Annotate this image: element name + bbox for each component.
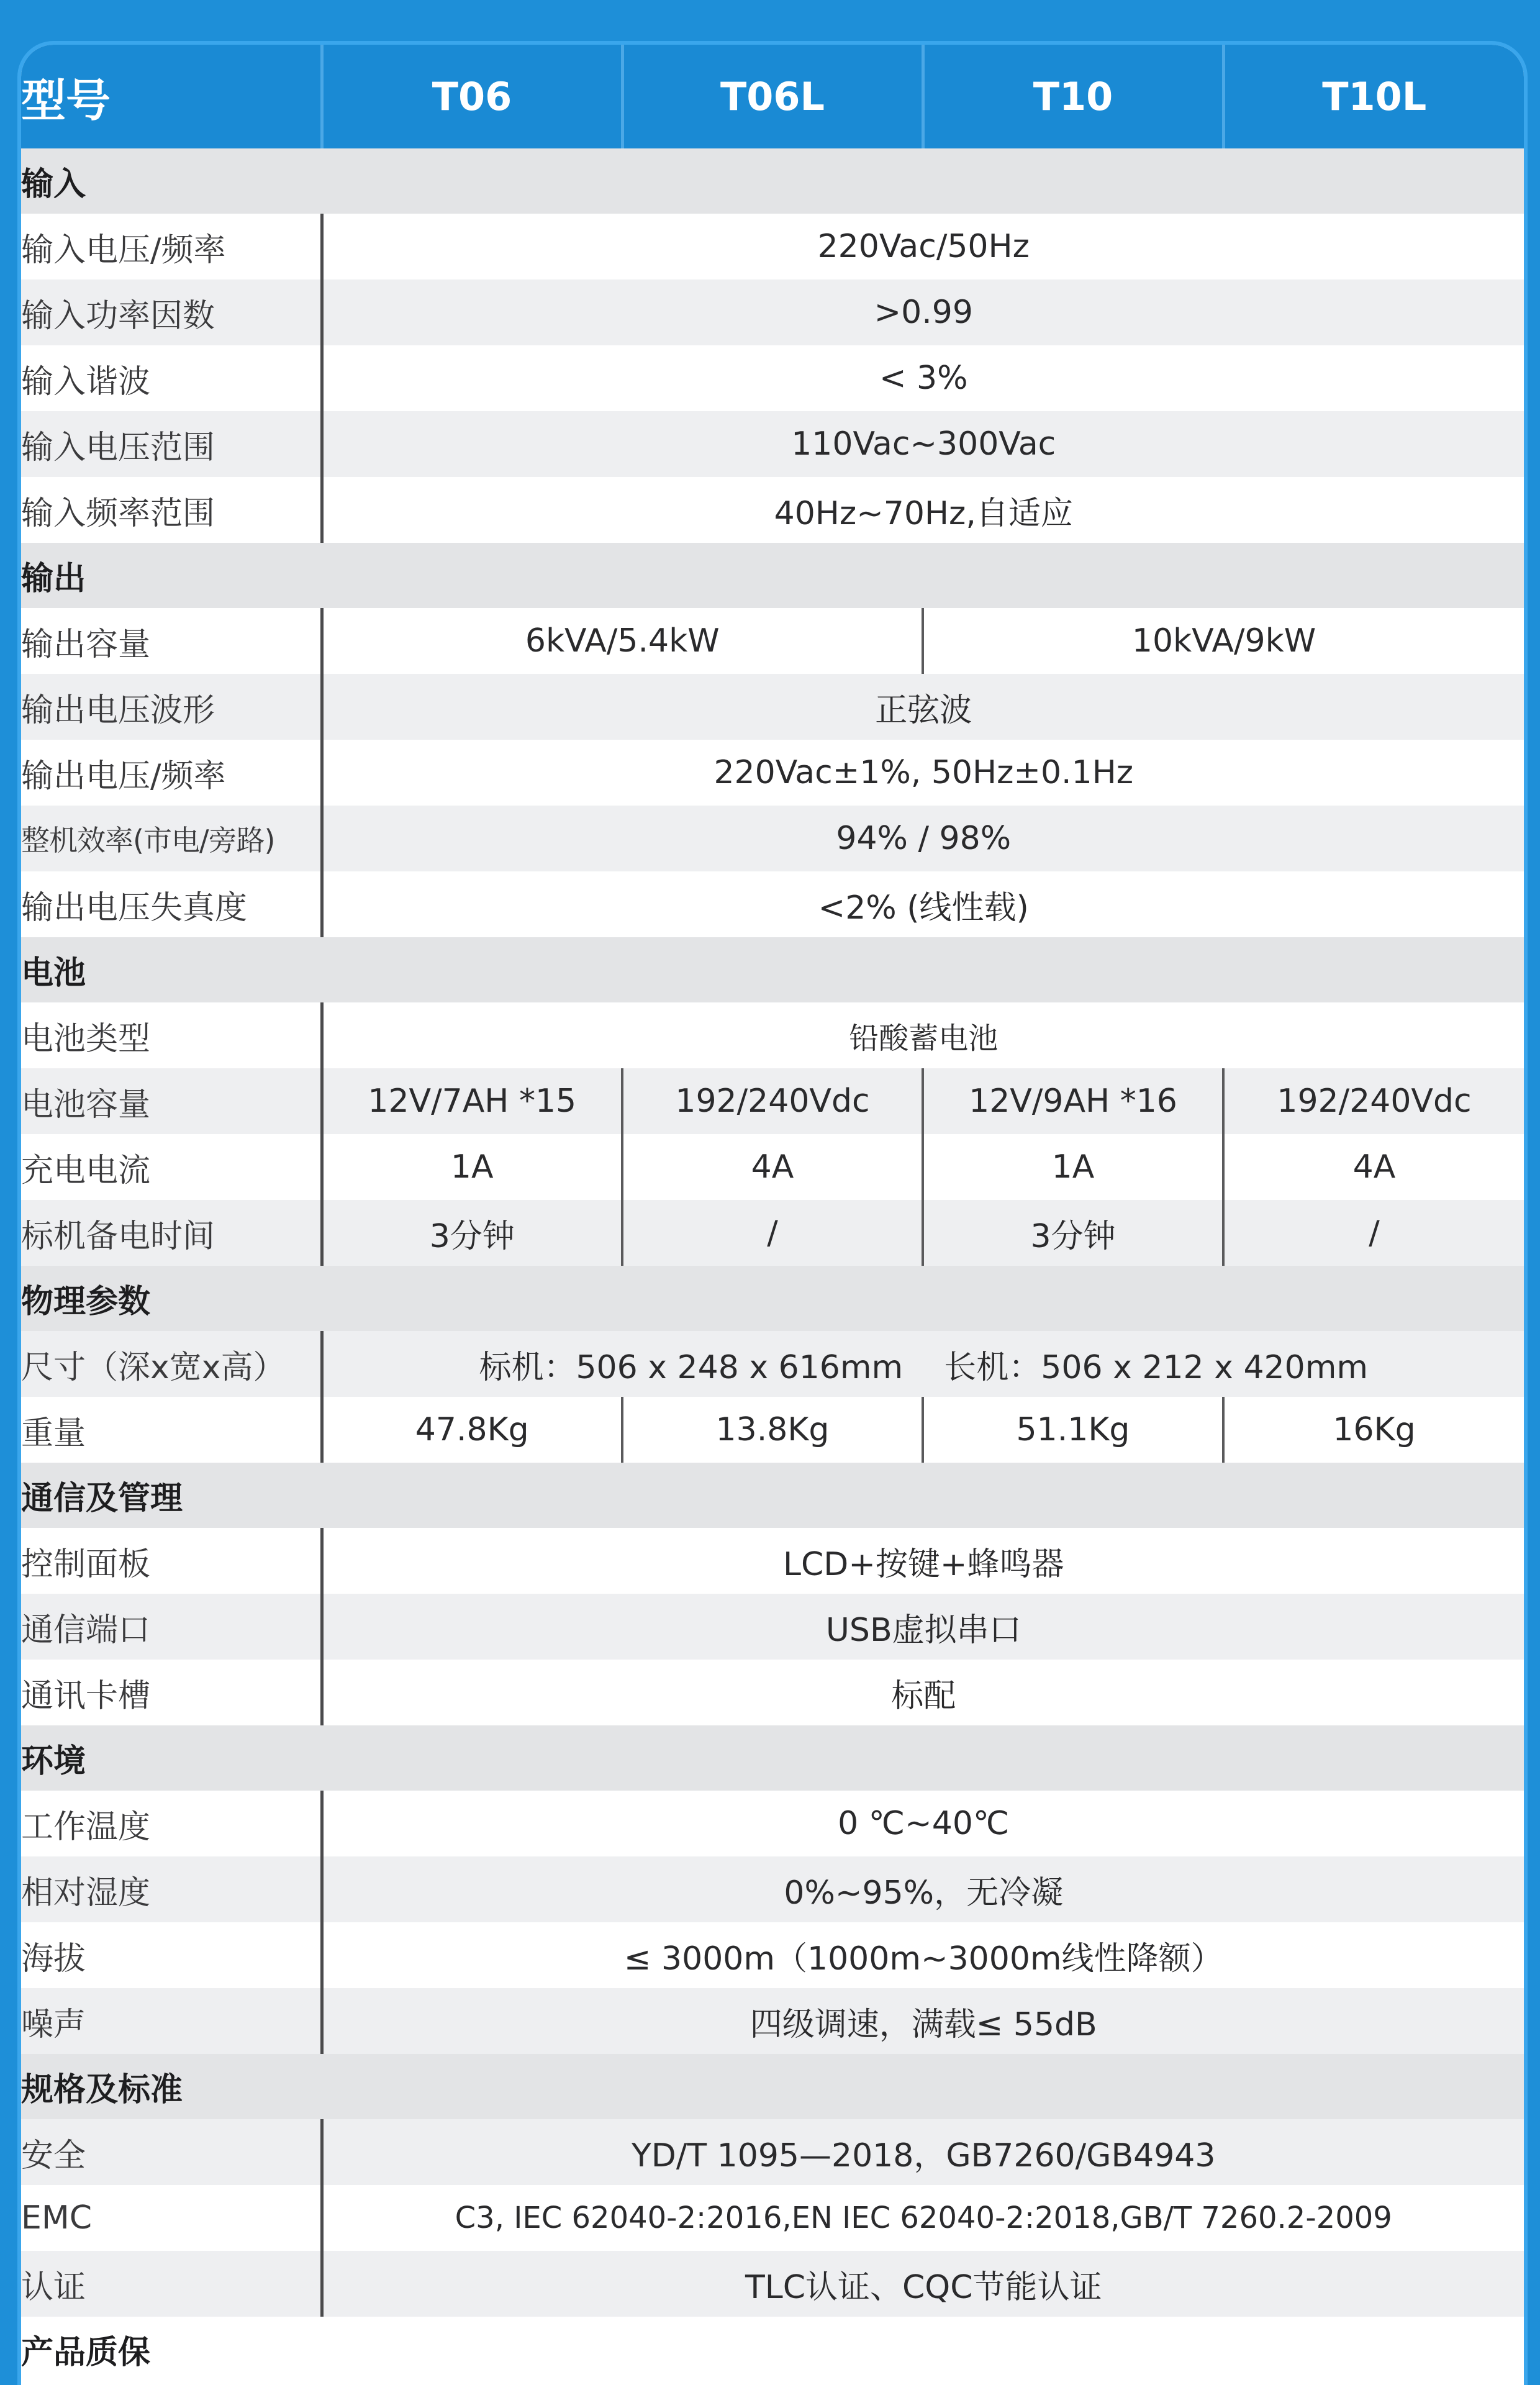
header-model-t10l: T10L bbox=[1223, 45, 1524, 148]
row-value-t06: 3分钟 bbox=[429, 1217, 515, 1255]
row-operating-temp bbox=[21, 1791, 1524, 1856]
row-input-harmonics bbox=[21, 345, 1524, 411]
row-label: 输入电压范围 bbox=[21, 411, 322, 477]
row-efficiency bbox=[21, 806, 1524, 871]
row-emc bbox=[21, 2185, 1524, 2251]
row-label: 输出电压/频率 bbox=[21, 740, 322, 806]
section-title: 物理参数 bbox=[21, 1283, 151, 1320]
row-label: 相对湿度 bbox=[21, 1856, 322, 1922]
row-value-t10l: 192/240Vdc bbox=[1223, 1068, 1524, 1134]
header-row bbox=[21, 45, 1524, 148]
row-value-t10: 51.1Kg bbox=[923, 1397, 1223, 1463]
row-label: 输入电压/频率 bbox=[21, 214, 322, 279]
row-label: 电池容量 bbox=[21, 1068, 322, 1134]
row-value: 0 ℃~40℃ bbox=[838, 1805, 1010, 1842]
row-label: 标机备电时间 bbox=[21, 1200, 322, 1266]
row-weight bbox=[21, 1397, 1524, 1463]
section-battery bbox=[21, 937, 1524, 1002]
section-communication bbox=[21, 1463, 1524, 1528]
row-label: 电池类型 bbox=[21, 1002, 322, 1068]
row-value-t10l: / bbox=[1223, 1200, 1524, 1266]
section-output bbox=[21, 543, 1524, 608]
row-value-t06: 47.8Kg bbox=[415, 1411, 529, 1448]
section-standards bbox=[21, 2054, 1524, 2119]
row-comm-port bbox=[21, 1594, 1524, 1660]
row-charge-current bbox=[21, 1134, 1524, 1200]
row-altitude bbox=[21, 1922, 1524, 1988]
row-value-t10: 3分钟 bbox=[923, 1200, 1223, 1266]
row-control-panel bbox=[21, 1528, 1524, 1594]
row-value-t06l: / bbox=[622, 1200, 923, 1266]
row-value-t10l: 4A bbox=[1223, 1134, 1524, 1200]
row-value-t06: 1A bbox=[450, 1148, 494, 1186]
row-label: 整机效率(市电/旁路) bbox=[21, 806, 322, 871]
row-label: 噪声 bbox=[21, 1988, 322, 2054]
row-input-voltage-freq bbox=[21, 214, 1524, 279]
row-value-t06: 12V/7AH *15 bbox=[368, 1083, 577, 1120]
row-label: 海拔 bbox=[21, 1922, 322, 1988]
row-battery-capacity bbox=[21, 1068, 1524, 1134]
row-output-waveform bbox=[21, 674, 1524, 740]
row-value: ≤ 3000m（1000m~3000m线性降额） bbox=[623, 1940, 1223, 1978]
header-model-t06l: T06L bbox=[622, 45, 923, 148]
row-input-voltage-range bbox=[21, 411, 1524, 477]
row-value: TLC认证、CQC节能认证 bbox=[745, 2268, 1102, 2306]
row-value: 94% / 98% bbox=[836, 820, 1012, 857]
row-label: 输出电压波形 bbox=[21, 674, 322, 740]
section-environment bbox=[21, 1725, 1524, 1791]
row-value: 0%~95%，无冷凝 bbox=[784, 1874, 1064, 1912]
row-humidity bbox=[21, 1856, 1524, 1922]
row-value-t10: 10kVA/9kW bbox=[923, 608, 1524, 674]
row-value: 40Hz~70Hz,自适应 bbox=[774, 494, 1073, 532]
row-value: 标配 bbox=[891, 1677, 956, 1715]
row-label: 输出电压失真度 bbox=[21, 871, 322, 937]
row-certification bbox=[21, 2251, 1524, 2317]
row-value: 220Vac/50Hz bbox=[817, 228, 1030, 265]
section-title: 输出 bbox=[21, 560, 86, 597]
row-value-t06: 6kVA/5.4kW bbox=[525, 622, 720, 660]
row-label: 通讯卡槽 bbox=[21, 1660, 322, 1725]
section-title: 规格及标准 bbox=[21, 2071, 183, 2109]
row-label: 控制面板 bbox=[21, 1528, 322, 1594]
row-value-t06l: 192/240Vdc bbox=[622, 1068, 923, 1134]
row-value: < 3% bbox=[879, 360, 968, 397]
row-label: 输入谐波 bbox=[21, 345, 322, 411]
section-title: 产品质保 bbox=[21, 2334, 151, 2371]
header-model-t10: T10 bbox=[923, 45, 1223, 148]
row-value: C3, IEC 62040-2:2016,EN IEC 62040-2:2018,GB/T 7260.2-2009 bbox=[455, 2201, 1392, 2235]
row-distortion bbox=[21, 871, 1524, 937]
row-value: 110Vac~300Vac bbox=[791, 425, 1056, 463]
row-label: 工作温度 bbox=[21, 1791, 322, 1856]
row-output-voltage-freq bbox=[21, 740, 1524, 806]
row-value: 220Vac±1%, 50Hz±0.1Hz bbox=[713, 754, 1134, 791]
header-model-t06: T06 bbox=[322, 45, 622, 148]
row-value-t10: 12V/9AH *16 bbox=[923, 1068, 1223, 1134]
row-backup-time bbox=[21, 1200, 1524, 1266]
row-value: 正弦波 bbox=[875, 691, 972, 729]
row-value: USB虚拟串口 bbox=[825, 1611, 1021, 1649]
row-input-power-factor bbox=[21, 279, 1524, 345]
row-value-t10: 1A bbox=[923, 1134, 1223, 1200]
row-noise bbox=[21, 1988, 1524, 2054]
section-physical bbox=[21, 1266, 1524, 1331]
row-value: <2% (线性载) bbox=[818, 889, 1029, 927]
row-label: 认证 bbox=[21, 2251, 322, 2317]
row-value: 标机：506 x 248 x 616mm 长机：506 x 212 x 420mm bbox=[479, 1348, 1369, 1386]
row-dimensions bbox=[21, 1331, 1524, 1397]
row-label: 安全 bbox=[21, 2119, 322, 2185]
row-label: 充电电流 bbox=[21, 1134, 322, 1200]
header-model-label: 型号 bbox=[21, 74, 111, 127]
row-output-capacity bbox=[21, 608, 1524, 674]
row-value: >0.99 bbox=[874, 294, 973, 331]
section-warranty bbox=[21, 2317, 1524, 2382]
row-input-freq-range bbox=[21, 477, 1524, 543]
row-safety bbox=[21, 2119, 1524, 2185]
spec-card bbox=[21, 45, 1524, 2385]
row-value-t06l: 13.8Kg bbox=[622, 1397, 923, 1463]
row-value-t06l: 4A bbox=[622, 1134, 923, 1200]
row-label: 尺寸（深x宽x高） bbox=[21, 1331, 322, 1397]
row-label: 重量 bbox=[21, 1397, 322, 1463]
row-value: 四级调速，满载≤ 55dB bbox=[750, 2006, 1097, 2043]
row-label: 输入频率范围 bbox=[21, 477, 322, 543]
section-input bbox=[21, 148, 1524, 214]
row-label: 输出容量 bbox=[21, 608, 322, 674]
row-value: LCD+按键+蜂鸣器 bbox=[783, 1545, 1064, 1583]
row-label: EMC bbox=[21, 2185, 322, 2251]
section-title: 电池 bbox=[21, 955, 86, 992]
section-title: 输入 bbox=[21, 166, 86, 203]
row-value: YD/T 1095—2018，GB7260/GB4943 bbox=[632, 2137, 1216, 2174]
section-title: 环境 bbox=[21, 1743, 86, 1780]
row-label: 通信端口 bbox=[21, 1594, 322, 1660]
row-value: 铅酸蓄电池 bbox=[849, 1020, 999, 1056]
row-value-t10l: 16Kg bbox=[1223, 1397, 1524, 1463]
spec-table bbox=[21, 45, 1524, 2382]
row-card-slot bbox=[21, 1660, 1524, 1725]
row-battery-type bbox=[21, 1002, 1524, 1068]
section-title: 通信及管理 bbox=[21, 1480, 183, 1517]
row-label: 输入功率因数 bbox=[21, 279, 322, 345]
